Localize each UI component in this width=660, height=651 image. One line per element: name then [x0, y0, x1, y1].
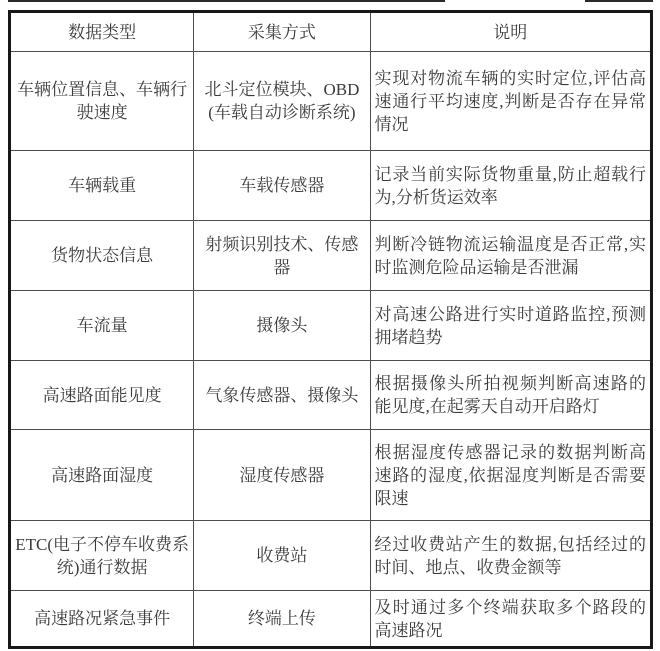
- table-row: [10, 591, 652, 648]
- cell-collection-method: 收费站: [194, 521, 370, 591]
- cell-data-type: 高速路面湿度: [10, 430, 194, 521]
- cell-collection-method: 车载传感器: [194, 151, 370, 221]
- header-description: 说明: [370, 12, 651, 52]
- cell-description: 经过收费站产生的数据,包括经过的时间、地点、收费金额等: [370, 521, 651, 591]
- cell-data-type: 货物状态信息: [10, 221, 194, 291]
- header-collection-method: 采集方式: [194, 12, 370, 52]
- cell-collection-method: 射频识别技术、传感器: [194, 221, 370, 291]
- cell-data-type: 车流量: [10, 291, 194, 361]
- cell-collection-method: 终端上传: [194, 591, 370, 648]
- cropped-top-rule-right: [585, 0, 653, 2]
- cell-description: 根据摄像头所拍视频判断高速路的能见度,在起雾天自动开启路灯: [370, 361, 651, 430]
- table-row: [10, 221, 652, 291]
- cell-data-type: 车辆载重: [10, 151, 194, 221]
- cell-collection-method: 摄像头: [194, 291, 370, 361]
- cell-collection-method: 气象传感器、摄像头: [194, 361, 370, 430]
- cell-description: 根据湿度传感器记录的数据判断高速路的湿度,依据湿度判断是否需要限速: [370, 430, 651, 521]
- table-row: [10, 521, 652, 591]
- cropped-top-rule-left: [8, 0, 445, 2]
- cell-data-type: 高速路况紧急事件: [10, 591, 194, 648]
- cell-data-type: ETC(电子不停车收费系统)通行数据: [10, 521, 194, 591]
- cell-data-type: 车辆位置信息、车辆行驶速度: [10, 52, 194, 151]
- table-header-row: [10, 12, 652, 52]
- data-collection-table: [8, 10, 653, 649]
- table-row: [10, 361, 652, 430]
- cell-collection-method: 北斗定位模块、OBD (车载自动诊断系统): [194, 52, 370, 151]
- cell-description: 及时通过多个终端获取多个路段的高速路况: [370, 591, 651, 648]
- cell-description: 判断冷链物流运输温度是否正常,实时监测危险品运输是否泄漏: [370, 221, 651, 291]
- table-row: [10, 151, 652, 221]
- table-row: [10, 430, 652, 521]
- cell-description: 记录当前实际货物重量,防止超载行为,分析货运效率: [370, 151, 651, 221]
- cell-collection-method: 湿度传感器: [194, 430, 370, 521]
- cell-description: 实现对物流车辆的实时定位,评估高速通行平均速度,判断是否存在异常情况: [370, 52, 651, 151]
- table-row: [10, 291, 652, 361]
- cell-description: 对高速公路进行实时道路监控,预测拥堵趋势: [370, 291, 651, 361]
- header-data-type: 数据类型: [10, 12, 194, 52]
- table-row: [10, 52, 652, 151]
- cell-data-type: 高速路面能见度: [10, 361, 194, 430]
